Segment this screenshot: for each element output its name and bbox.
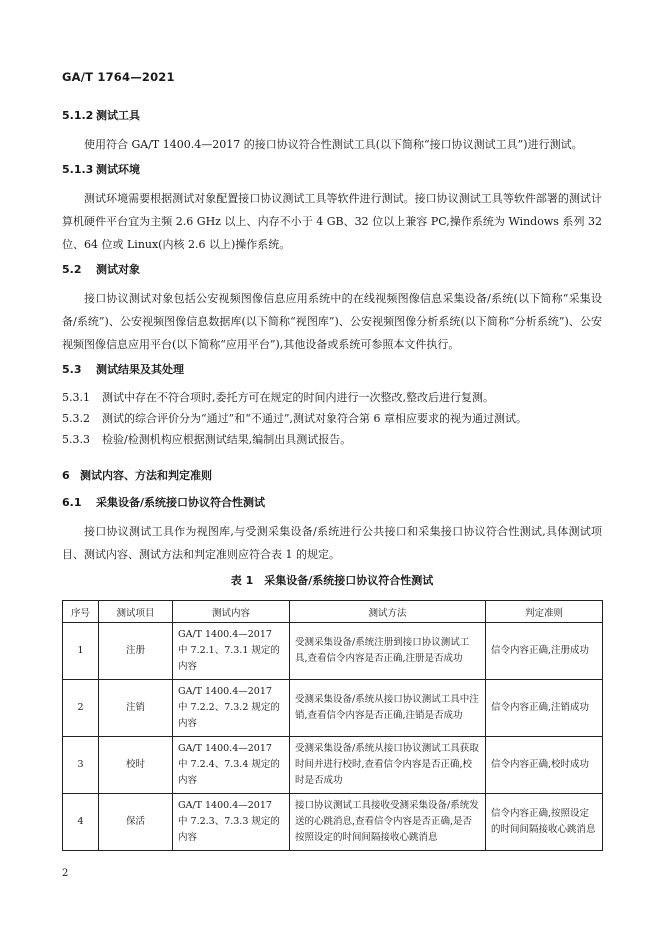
section-number: 5.2 [62,263,82,276]
cell-content: GA/T 1400.4—2017 中 7.2.4、7.3.4 规定的内容 [173,737,290,794]
cell-method: 接口协议测试工具接收受测采集设备/系统发送的心跳消息,查看信令内容是否正确,是否按照设定的时间间隔接收心跳消息 [290,794,486,851]
table-row [63,737,603,794]
section-title: 测试工具 [96,109,140,122]
section-heading-5-2 [62,262,602,278]
table-row [63,794,603,851]
cell-item: 注销 [99,680,173,737]
cell-item: 注册 [99,623,173,680]
section-number: 5.1.3 [62,163,94,176]
cell-criteria: 信令内容正确,注销成功 [486,680,603,737]
section-body-5-1-3: 测试环境需要根据测试对象配置接口协议测试工具等软件进行测试。接口协议测试工具等软件部署的测试计算机硬件平台宜为主频 2.6 GHz 以上、内存不小于 4 GB、32 位以上兼容 PC,操作系统为 Windows 系列 32 位、64 位或 Linux(内核 2.6 以上)操作系统。 [62,192,602,251]
list-item-5-3-1 [62,387,602,408]
section-heading-5-1-2 [62,108,602,124]
list-item-5-3-2 [62,408,602,429]
section-heading-5-1-3 [62,162,602,178]
header-cell-criteria: 判定准则 [486,601,603,623]
section-number: 5.1.2 [62,109,94,122]
table-row [63,680,603,737]
cell-criteria: 信令内容正确,注册成功 [486,623,603,680]
list-item-5-3-3 [62,429,602,450]
page-content [62,108,602,851]
cell-method: 受测采集设备/系统注册到接口协议测试工具,查看信令内容是否正确,注册是否成功 [290,623,486,680]
page-number: 2 [62,868,69,879]
item-text: 测试的综合评价分为“通过”和“不通过”,测试对象符合第 6 章相应要求的视为通过测试。 [102,412,527,425]
cell-seq: 4 [63,794,99,851]
cell-method: 受测采集设备/系统从接口协议测试工具获取时间并进行校时,查看信令内容是否正确,校时是否成功 [290,737,486,794]
section-body-6-1: 接口协议测试工具作为视图库,与受测采集设备/系统进行公共接口和采集接口协议符合性测试,具体测试项目、测试内容、测试方法和判定准则应符合表 1 的规定。 [62,525,602,561]
section-heading-6-1 [62,495,602,511]
cell-method: 受测采集设备/系统从接口协议测试工具中注销,查看信令内容是否正确,注销是否成功 [290,680,486,737]
section-body-5-2: 接口协议测试对象包括公安视频图像信息应用系统中的在线视频图像信息采集设备/系统(以下简称“采集设备/系统”)、公安视频图像信息数据库(以下简称“视图库”)、公安视频图像分析系统(以下简称“分析系统”)、公安视频图像信息应用平台(以下简称“应用平台”),其他设备或系统可参照本文件执行。 [62,292,602,351]
cell-content: GA/T 1400.4—2017 中 7.2.2、7.3.2 规定的内容 [173,680,290,737]
item-number: 5.3.2 [62,412,90,425]
table-title: 表 1 采集设备/系统接口协议符合性测试 [230,574,434,587]
table-row [63,623,603,680]
table-header-row [63,601,603,623]
cell-item: 保活 [99,794,173,851]
chapter-number: 6 [62,469,70,482]
header-cell-method: 测试方法 [290,601,486,623]
header-cell-content: 测试内容 [173,601,290,623]
cell-seq: 2 [63,680,99,737]
cell-seq: 1 [63,623,99,680]
item-number: 5.3.1 [62,391,90,404]
section-number: 5.3 [62,363,82,376]
header-cell-seq: 序号 [63,601,99,623]
cell-criteria: 信令内容正确,校时成功 [486,737,603,794]
section-heading-5-3 [62,362,602,378]
header-cell-item: 测试项目 [99,601,173,623]
cell-criteria: 信令内容正确,按照设定的时间间隔接收心跳消息 [486,794,603,851]
item-text: 测试中存在不符合项时,委托方可在规定的时间内进行一次整改,整改后进行复测。 [102,391,494,404]
cell-content: GA/T 1400.4—2017 中 7.2.1、7.3.1 规定的内容 [173,623,290,680]
cell-content: GA/T 1400.4—2017 中 7.2.3、7.3.3 规定的内容 [173,794,290,851]
cell-item: 校时 [99,737,173,794]
item-number: 5.3.3 [62,433,90,446]
section-title: 采集设备/系统接口协议符合性测试 [96,496,266,509]
section-title: 测试环境 [96,163,140,176]
section-number: 6.1 [62,496,82,509]
section-title: 测试结果及其处理 [96,363,184,376]
cell-seq: 3 [63,737,99,794]
conformance-test-table [62,600,603,851]
standard-code: GA/T 1764—2021 [62,70,175,84]
section-title: 测试对象 [96,263,140,276]
item-text: 检验/检测机构应根据测试结果,编制出具测试报告。 [102,433,352,446]
section-body-5-1-2: 使用符合 GA/T 1400.4—2017 的接口协议符合性测试工具(以下简称“接口协议测试工具”)进行测试。 [84,138,583,151]
chapter-heading-6 [62,468,602,484]
chapter-title: 测试内容、方法和判定准则 [80,469,212,482]
